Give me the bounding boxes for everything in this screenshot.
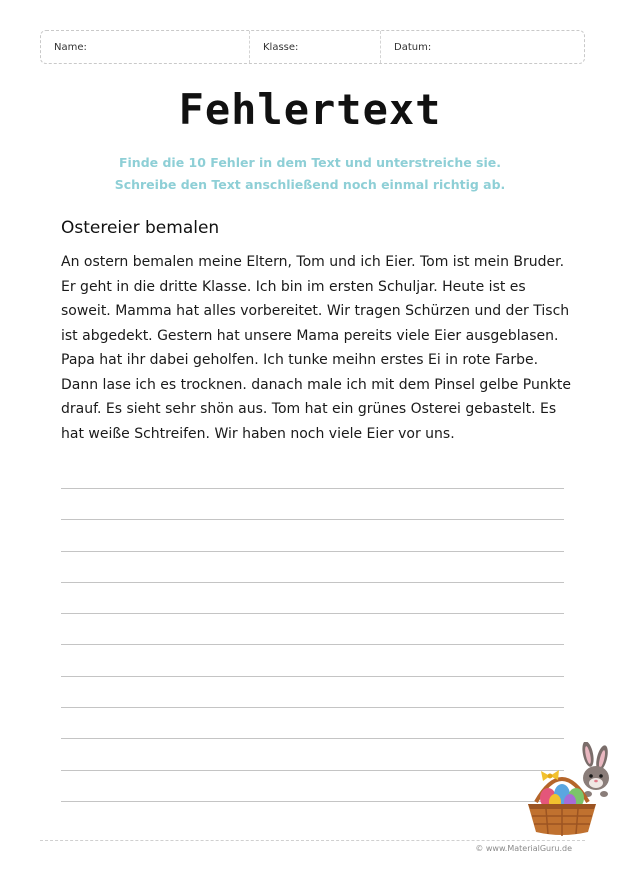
writing-line[interactable]: [61, 582, 564, 583]
writing-line[interactable]: [61, 801, 564, 802]
writing-line[interactable]: [61, 519, 564, 520]
name-label: Name:: [54, 42, 87, 53]
class-field[interactable]: [250, 31, 381, 63]
writing-line[interactable]: [61, 707, 564, 708]
story-line: Er geht in die dritte Klasse. Ich bin im ersten Schuljar. Heute ist es: [61, 278, 526, 295]
story-title: Ostereier bemalen: [61, 218, 220, 238]
easter-bunny-basket-icon: [522, 742, 612, 838]
story-text: [61, 250, 571, 446]
story-line: soweit. Mamma hat alles vorbereitet. Wir tragen Schürzen und der Tisch: [61, 303, 570, 319]
writing-line[interactable]: [61, 613, 564, 614]
name-field[interactable]: [41, 31, 250, 63]
copyright-text: © www.MaterialGuru.de: [475, 844, 572, 853]
student-info-header: [40, 30, 585, 64]
writing-line[interactable]: [61, 676, 564, 677]
date-field[interactable]: [381, 31, 584, 63]
story-line: ist abgedekt. Gestern hat unsere Mama pereits viele Eier ausgeblasen.: [61, 327, 559, 344]
footer-divider: [40, 840, 585, 841]
class-label: Klasse:: [263, 42, 299, 53]
instructions: [0, 152, 620, 196]
story-line: An ostern bemalen meine Eltern, Tom und ich Eier. Tom ist mein Bruder.: [61, 254, 565, 270]
writing-lines[interactable]: [61, 488, 564, 832]
story-line: Papa hat ihr dabei geholfen. Ich tunke meihn erstes Ei in rote Farbe.: [61, 352, 539, 368]
story-line: Dann lase ich es trocknen. danach male ich mit dem Pinsel gelbe Punkte: [61, 376, 571, 393]
instruction-line: Finde die 10 Fehler in dem Text und unterstreiche sie.: [118, 155, 501, 170]
writing-line[interactable]: [61, 738, 564, 739]
instruction-line: Schreibe den Text anschließend noch einmal richtig ab.: [114, 177, 506, 192]
page-title: Fehlertext: [178, 85, 442, 134]
story-line: drauf. Es sieht sehr shön aus. Tom hat ein grünes Osterei gebastelt. Es: [61, 401, 557, 417]
writing-line[interactable]: [61, 770, 564, 771]
writing-line[interactable]: [61, 488, 564, 489]
writing-line[interactable]: [61, 644, 564, 645]
story-line: hat weiße Schtreifen. Wir haben noch viele Eier vor uns.: [61, 425, 455, 442]
date-label: Datum:: [394, 42, 432, 53]
writing-line[interactable]: [61, 551, 564, 552]
